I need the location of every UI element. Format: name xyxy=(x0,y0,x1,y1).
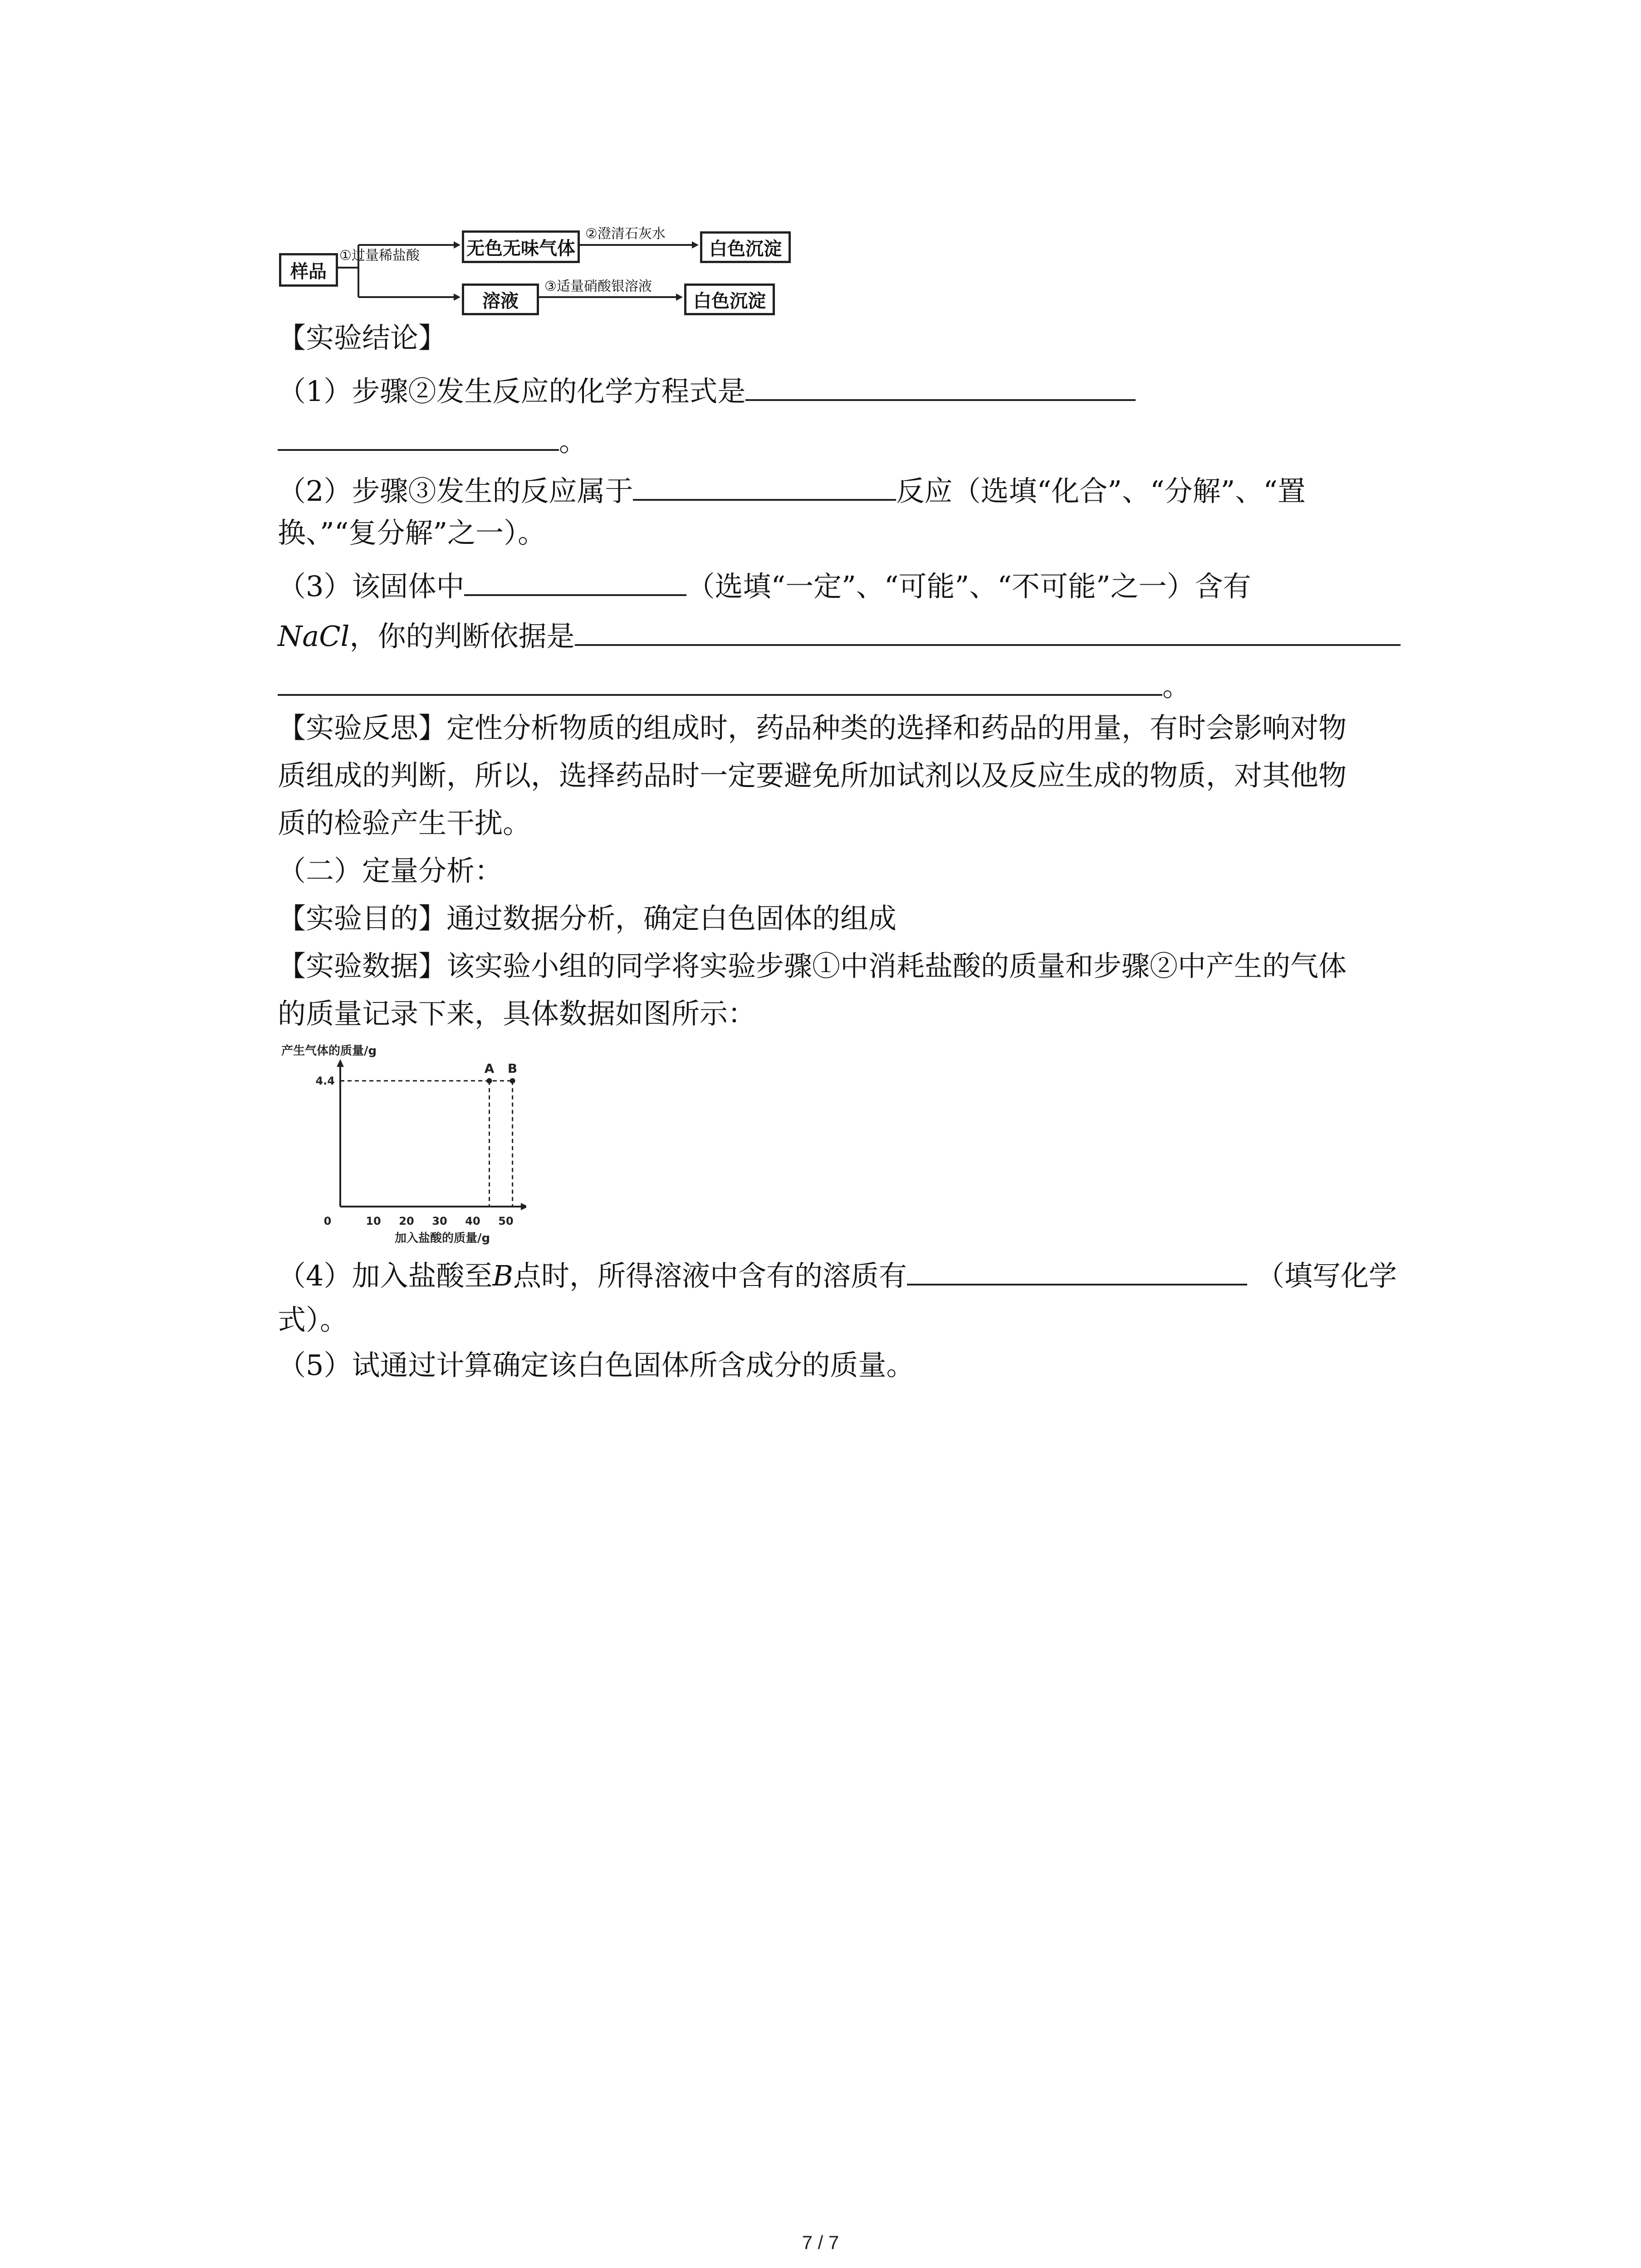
question-3 xyxy=(278,562,1251,607)
precipitate1-box: 白色沉淀 xyxy=(700,231,791,263)
point-a-marker xyxy=(487,1078,492,1084)
x-tick-label: 0 xyxy=(323,1215,332,1227)
gas-box: 无色无味气体 xyxy=(462,230,580,263)
step1-label: ①过量稀盐酸 xyxy=(339,248,420,264)
quant-heading: （二）定量分析： xyxy=(278,854,503,887)
question-5: （5）试通过计算确定该白色固体所含成分的质量。 xyxy=(278,1349,915,1382)
x-axis-arrow xyxy=(521,1203,526,1210)
solution-box: 溶液 xyxy=(462,284,539,315)
question-3-end: 。 xyxy=(1162,670,1191,703)
flow-diagram xyxy=(272,218,798,327)
point-b-var: B xyxy=(492,1259,514,1292)
step3-label: ③适量硝酸银溶液 xyxy=(544,279,652,294)
quant-data-line-1: 【实验数据】该实验小组的同学将实验步骤①中消耗盐酸的质量和步骤②中产生的气体 xyxy=(278,949,1347,982)
answer-blank-1a[interactable] xyxy=(745,367,1136,401)
question-1 xyxy=(278,367,1136,412)
x-tick-label: 10 xyxy=(366,1215,381,1227)
gas-mass-chart xyxy=(272,1039,526,1247)
quant-data-line-2: 的质量记录下来，具体数据如图所示： xyxy=(278,997,756,1030)
reflection-line-1: 【实验反思】定性分析物质的组成时，药品种类的选择和药品的用量，有时会影响对物 xyxy=(278,711,1347,744)
question-4 xyxy=(278,1252,1397,1296)
question-3-text-a: （3）该固体中 xyxy=(278,570,465,603)
question-3-text-c: ，你的判断依据是 xyxy=(349,620,575,653)
quant-purpose: 【实验目的】通过数据分析，确定白色固体的组成 xyxy=(278,902,897,935)
conclusion-heading: 【实验结论】 xyxy=(278,321,447,354)
answer-blank-3b[interactable] xyxy=(575,612,1401,646)
chart-xlabel: 加入盐酸的质量/g xyxy=(395,1232,490,1245)
question-3-cont2 xyxy=(278,662,1190,707)
page-number: 7 / 7 xyxy=(802,2232,839,2253)
question-2-text-a: （2）步骤③发生的反应属于 xyxy=(278,474,633,508)
nacl-formula: NaCl xyxy=(278,620,350,653)
question-1-end: 。 xyxy=(559,425,588,458)
answer-blank-2[interactable] xyxy=(633,467,896,501)
question-3-text-b: （选填“一定”、“可能”、“不可能”之一）含有 xyxy=(686,570,1251,603)
precipitate2-box: 白色沉淀 xyxy=(684,284,775,315)
x-tick-label: 20 xyxy=(399,1215,414,1227)
answer-blank-1b[interactable] xyxy=(278,417,559,451)
question-4-cont: 式）。 xyxy=(278,1303,348,1336)
answer-blank-4[interactable] xyxy=(907,1252,1247,1286)
point-b-marker xyxy=(510,1078,515,1084)
answer-blank-3c[interactable] xyxy=(278,662,1162,696)
x-tick-label: 30 xyxy=(432,1215,447,1227)
reflection-line-2: 质组成的判断，所以，选择药品时一定要避免所加试剂以及反应生成的物质，对其他物 xyxy=(278,759,1347,792)
question-3-cont xyxy=(278,612,1401,657)
x-tick-label: 50 xyxy=(498,1215,514,1227)
point-a-label: A xyxy=(484,1061,495,1076)
question-4-text-a: （4）加入盐酸至 xyxy=(278,1259,493,1292)
chart-ylabel: 产生气体的质量/g xyxy=(281,1044,377,1058)
question-1-cont xyxy=(278,417,587,462)
question-2-text-b: 反应（选填“化合”、“分解”、“置 xyxy=(896,474,1306,508)
answer-blank-3a[interactable] xyxy=(464,562,686,596)
y-axis-arrow xyxy=(337,1059,344,1067)
reflection-line-3: 质的检验产生干扰。 xyxy=(278,807,531,840)
question-1-text: （1）步骤②发生反应的化学方程式是 xyxy=(278,375,746,408)
x-tick-label: 40 xyxy=(465,1215,480,1227)
step2-label: ②澄清石灰水 xyxy=(585,226,666,242)
point-b-label: B xyxy=(507,1061,518,1076)
y-tick-label: 4.4 xyxy=(315,1074,335,1087)
sample-box: 样品 xyxy=(279,253,338,287)
question-4-text-d: （填写化学 xyxy=(1256,1259,1397,1292)
question-2 xyxy=(278,467,1306,512)
question-4-text-c: 点时，所得溶液中含有的溶质有 xyxy=(513,1259,907,1292)
question-2-cont: 换、”“复分解”之一）。 xyxy=(278,516,546,549)
